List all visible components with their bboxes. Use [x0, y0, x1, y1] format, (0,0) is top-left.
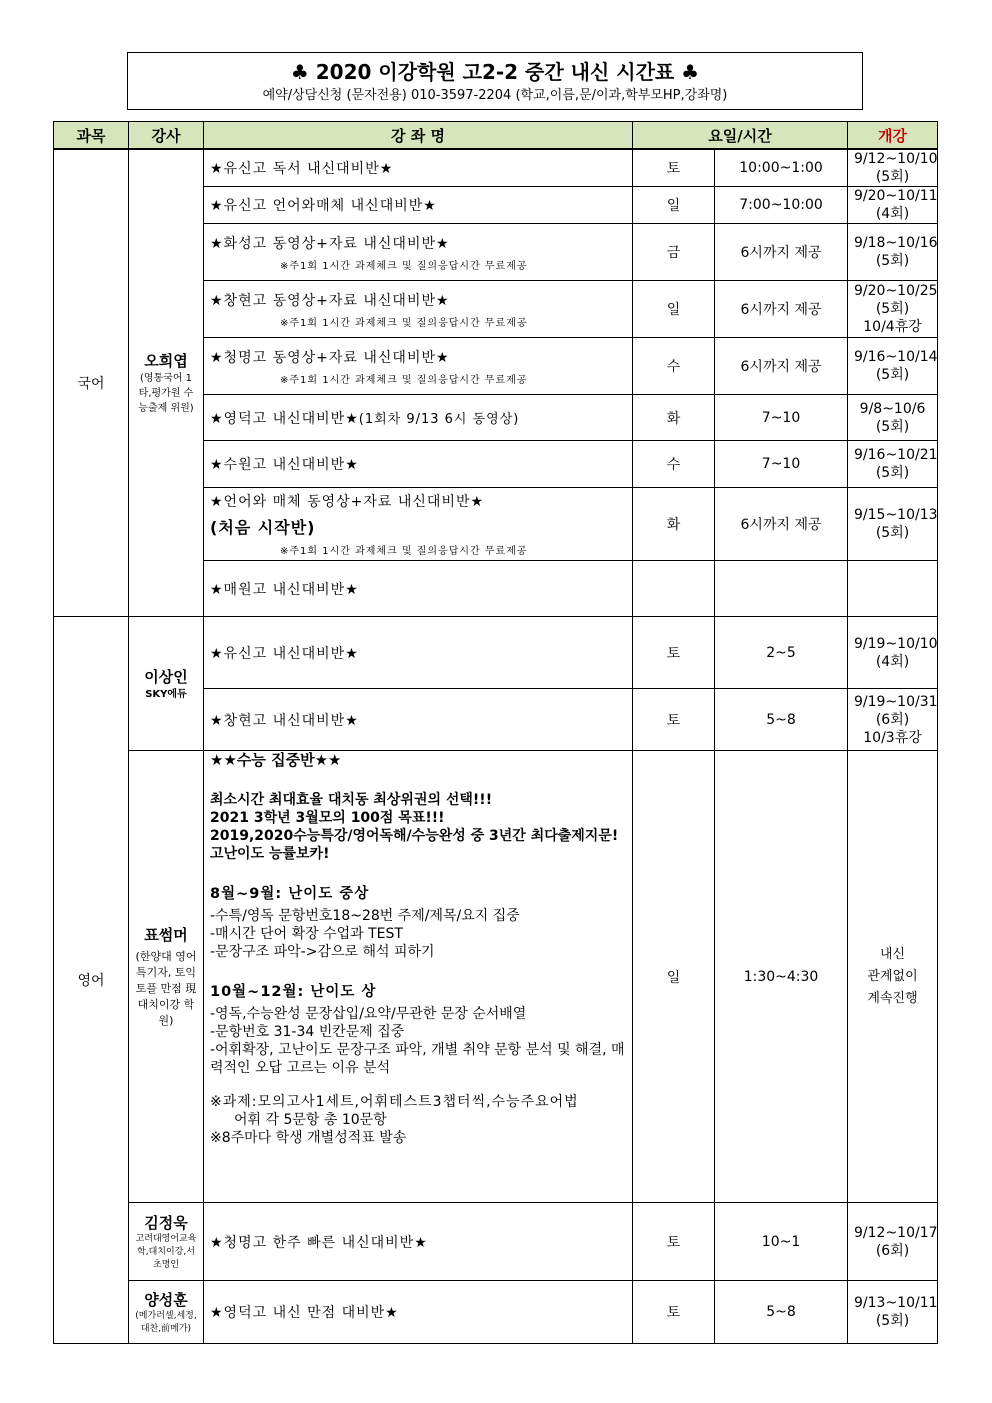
course-day: 토 — [633, 689, 715, 751]
col-opening: 개강 — [848, 122, 938, 150]
course-day: 화 — [633, 395, 715, 441]
teacher-lee — [129, 617, 204, 751]
section-heading: 10월~12월: 난이도 상 — [210, 984, 377, 1000]
open-count: (5회) — [875, 418, 910, 435]
course-heading: ★★수능 집중반★★ — [210, 751, 342, 769]
col-schedule: 요일/시간 — [633, 122, 848, 150]
course-opening — [848, 617, 938, 689]
course-opening — [848, 395, 938, 441]
course-name: ★언어와 매체 동영상+자료 내신대비반★ — [210, 494, 485, 510]
section-item: -수특/영독 문항번호18~28번 주제/제목/요지 집중 — [210, 908, 520, 924]
report-note: ※8주마다 학생 개별성적표 발송 — [210, 1130, 407, 1146]
subject-english: 영어 — [54, 617, 129, 1344]
open-count: (5회) — [875, 465, 910, 481]
course-time: 10~1 — [715, 1203, 848, 1281]
teacher-oh — [129, 149, 204, 617]
course-day: 일 — [633, 187, 715, 224]
table-row — [54, 1281, 938, 1344]
course-note: ※주1회 1시간 과제체크 및 질의응답시간 무료제공 — [280, 374, 528, 386]
section-item: -영독,수능완성 문장삽입/요약/무관한 문장 순서배열 — [210, 1006, 527, 1022]
title-box — [127, 52, 863, 110]
homework-note: ※과제:모의고사1세트,어휘테스트3챕터씩,수능주요어법 — [210, 1094, 579, 1110]
teacher-name: 오희엽 — [144, 352, 188, 370]
teacher-pyo — [129, 751, 204, 1203]
open-note: 10/4휴강 — [863, 319, 922, 335]
header-row — [54, 122, 938, 150]
course-name: ★화성고 동영상+자료 내신대비반★ — [210, 235, 450, 252]
col-teacher: 강사 — [129, 122, 204, 150]
open-dates: 9/12~10/17 — [854, 1224, 938, 1241]
course-opening — [848, 689, 938, 751]
open-count: (5회) — [875, 367, 910, 383]
course-day: 토 — [633, 1203, 715, 1281]
course-opening — [848, 187, 938, 224]
teacher-desc: 고려대영어교육학,대치이강,서초명인 — [135, 1233, 197, 1270]
course-time: 6시까지 제공 — [715, 281, 848, 338]
course-cell — [204, 488, 633, 561]
course-day: 화 — [633, 488, 715, 561]
teacher-desc: (영통국어 1타,평가원 수능출제 위원) — [138, 373, 194, 414]
course-day: 금 — [633, 224, 715, 281]
course-name: ★유신고 독서 내신대비반★ — [204, 149, 633, 187]
course-time: 5~8 — [715, 1281, 848, 1344]
teacher-kim — [129, 1203, 204, 1281]
course-note: ※주1회 1시간 과제체크 및 질의응답시간 무료제공 — [280, 317, 528, 329]
open-count: (4회) — [875, 206, 910, 222]
course-note: ※주1회 1시간 과제체크 및 질의응답시간 무료제공 — [280, 260, 528, 272]
course-time: 7~10 — [715, 441, 848, 488]
course-day: 일 — [633, 751, 715, 1203]
teacher-name: 김정욱 — [144, 1213, 188, 1232]
open-dates: 9/15~10/13 — [854, 507, 938, 523]
homework-note: 어휘 각 5문항 총 10문항 — [234, 1112, 387, 1128]
open-count: (5회) — [875, 169, 910, 185]
course-name: ★유신고 언어와매체 내신대비반★ — [204, 187, 633, 224]
open-dates: 9/18~10/16 — [854, 235, 938, 251]
course-name: ★수원고 내신대비반★ — [204, 441, 633, 488]
teacher-desc: SKY에듀 — [145, 688, 187, 700]
teacher-name: 이상인 — [144, 667, 188, 686]
open-note: 내신 — [879, 946, 906, 962]
section-item: -문장구조 파악->감으로 해석 피하기 — [210, 944, 435, 960]
col-subject: 과목 — [54, 122, 129, 150]
course-cell — [204, 395, 633, 441]
open-count: (4회) — [875, 653, 910, 670]
page-title: ♣ 2020 이강학원 고2-2 중간 내신 시간표 ♣ — [290, 60, 700, 84]
course-opening — [848, 281, 938, 338]
course-opening — [848, 224, 938, 281]
course-day: 수 — [633, 338, 715, 395]
subject-korean: 국어 — [54, 149, 129, 617]
course-opening — [848, 441, 938, 488]
intro-line: 최소시간 최대효율 대치동 최상위권의 선택!!! — [210, 792, 493, 808]
teacher-name: 양성훈 — [144, 1290, 188, 1309]
course-opening — [848, 149, 938, 187]
course-day: 수 — [633, 441, 715, 488]
course-opening — [848, 488, 938, 561]
open-dates: 9/8~10/6 — [859, 400, 926, 417]
open-dates: 9/12~10/10 — [854, 151, 938, 167]
course-time: 10:00~1:00 — [715, 149, 848, 187]
course-line2: (처음 시작반) — [210, 518, 316, 537]
open-count: (5회) — [875, 1313, 910, 1329]
course-name: ★창현고 내신대비반★ — [204, 689, 633, 751]
table-row — [54, 1203, 938, 1281]
section-heading: 8월~9월: 난이도 중상 — [210, 886, 370, 902]
course-time: 7:00~10:00 — [715, 187, 848, 224]
teacher-desc: (메가러셀,세정,대찬,前메가) — [135, 1310, 197, 1334]
open-dates: 9/19~10/31 — [854, 693, 938, 710]
open-dates: 9/16~10/14 — [854, 349, 938, 365]
table-row — [54, 751, 938, 1203]
course-name: ★매원고 내신대비반★ — [204, 561, 633, 617]
course-cell — [204, 751, 633, 1203]
course-cell — [204, 281, 633, 338]
open-count: (6회) — [875, 711, 910, 728]
open-note: 10/3휴강 — [863, 729, 922, 746]
table-row — [54, 617, 938, 689]
col-course: 강 좌 명 — [204, 122, 633, 150]
course-day: 토 — [633, 1281, 715, 1344]
intro-line: 2019,2020수능특강/영어독해/수능완성 중 3년간 최다출제지문! — [210, 828, 619, 844]
open-note: 계속진행 — [867, 990, 918, 1006]
open-count: (6회) — [875, 1242, 910, 1259]
course-name: ★영덕고 내신 만점 대비반★ — [204, 1281, 633, 1344]
open-note: 관계없이 — [867, 968, 918, 984]
course-opening — [848, 1203, 938, 1281]
course-name: ★창현고 동영상+자료 내신대비반★ — [210, 292, 450, 309]
course-extra: (1회차 9/13 6시 동영상) — [358, 411, 520, 427]
intro-line: 고난이도 능률보카! — [210, 846, 330, 862]
course-name: ★청명고 한주 빠른 내신대비반★ — [204, 1203, 633, 1281]
course-name: ★청명고 동영상+자료 내신대비반★ — [210, 349, 450, 366]
course-time: 6시까지 제공 — [715, 488, 848, 561]
course-opening — [848, 338, 938, 395]
course-name: ★영덕고 내신대비반★ — [210, 410, 359, 427]
section-item: -매시간 단어 확장 수업과 TEST — [210, 926, 403, 942]
teacher-desc: (한양대 영어특기자, 토익토플 만점 現대치이강 학원) — [135, 950, 197, 1027]
course-time: 6시까지 제공 — [715, 224, 848, 281]
course-time — [715, 561, 848, 617]
course-opening — [848, 561, 938, 617]
course-cell — [204, 224, 633, 281]
course-day — [633, 561, 715, 617]
course-day: 토 — [633, 149, 715, 187]
open-dates: 9/20~10/25 — [854, 283, 938, 299]
course-day: 일 — [633, 281, 715, 338]
contact-info: 예약/상담신청 (문자전용) 010-3597-2204 (학교,이름,문/이과,학부모HP,강좌명) — [262, 88, 728, 103]
course-time: 1:30~4:30 — [715, 751, 848, 1203]
course-cell — [204, 338, 633, 395]
course-time: 5~8 — [715, 689, 848, 751]
intro-line: 2021 3학년 3월모의 100점 목표!!! — [210, 810, 445, 826]
course-time: 7~10 — [715, 395, 848, 441]
course-name: ★유신고 내신대비반★ — [204, 617, 633, 689]
section-item: -문항번호 31-34 빈칸문제 집중 — [210, 1024, 405, 1040]
teacher-name: 표썸머 — [144, 926, 188, 944]
course-time: 2~5 — [715, 617, 848, 689]
course-opening — [848, 1281, 938, 1344]
course-opening — [848, 751, 938, 1203]
section-item: -어휘확장, 고난이도 문장구조 파악, 개별 취약 문항 분석 및 해결, 매력적인 오답 고르는 이유 분석 — [210, 1042, 625, 1076]
teacher-yang — [129, 1281, 204, 1344]
course-time: 6시까지 제공 — [715, 338, 848, 395]
open-count: (5회) — [875, 301, 910, 317]
open-count: (5회) — [875, 525, 910, 541]
timetable — [53, 121, 938, 1344]
open-dates: 9/19~10/10 — [854, 635, 938, 652]
open-dates: 9/20~10/11 — [854, 188, 938, 204]
course-day: 토 — [633, 617, 715, 689]
open-dates: 9/13~10/11 — [854, 1295, 938, 1311]
course-note: ※주1회 1시간 과제체크 및 질의응답시간 무료제공 — [280, 546, 528, 557]
open-dates: 9/16~10/21 — [854, 447, 938, 463]
open-count: (5회) — [875, 253, 910, 269]
table-row — [54, 149, 938, 187]
